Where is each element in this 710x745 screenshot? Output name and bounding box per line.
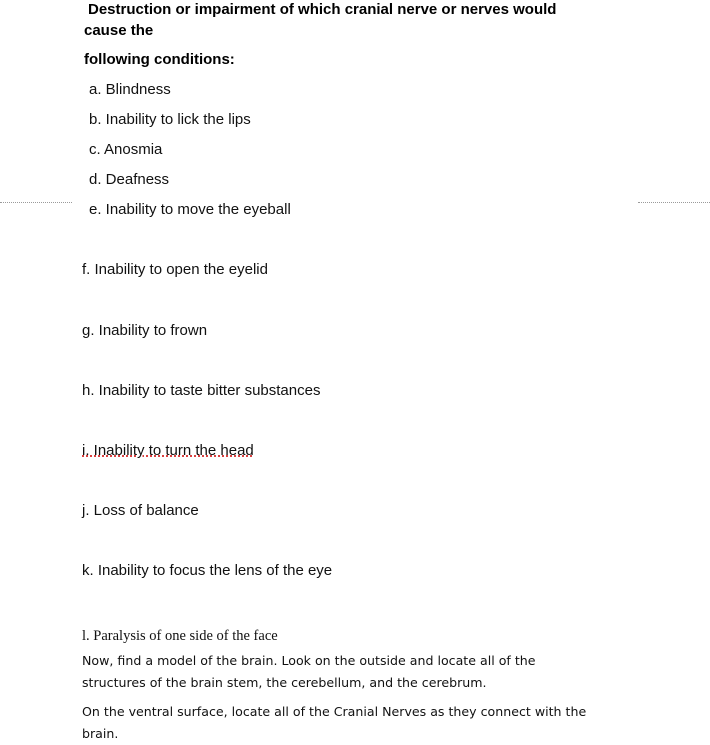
instruction-paragraph-1: Now, find a model of the brain. Look on the outside and locate all of the structures of the brain stem, the cerebellum, and the cerebrum.	[82, 653, 536, 690]
question-heading-line2: cause the	[84, 22, 154, 39]
condition-g: g. Inability to frown	[82, 322, 208, 339]
condition-d: d. Deafness	[89, 171, 170, 188]
condition-j: j. Loss of balance	[82, 502, 199, 519]
condition-e: e. Inability to move the eyeball	[89, 201, 291, 218]
condition-i: i. Inability to turn the head	[82, 442, 254, 459]
condition-k: k. Inability to focus the lens of the eye	[82, 562, 333, 579]
condition-f: f. Inability to open the eyelid	[82, 261, 268, 278]
condition-l: l. Paralysis of one side of the face	[82, 628, 278, 644]
condition-h: h. Inability to taste bitter substances	[82, 382, 321, 399]
instruction-paragraph-2: On the ventral surface, locate all of the Cranial Nerves as they connect with the brain.	[82, 704, 587, 741]
condition-b: b. Inability to lick the lips	[89, 111, 251, 128]
dotted-separator-left	[0, 202, 72, 203]
condition-c: c. Anosmia	[89, 141, 163, 158]
question-heading-line3: following conditions:	[84, 51, 235, 68]
dotted-separator-right	[638, 202, 710, 203]
condition-a: a. Blindness	[89, 81, 171, 98]
question-heading-line1: Destruction or impairment of which cranial nerve or nerves would	[88, 1, 557, 18]
